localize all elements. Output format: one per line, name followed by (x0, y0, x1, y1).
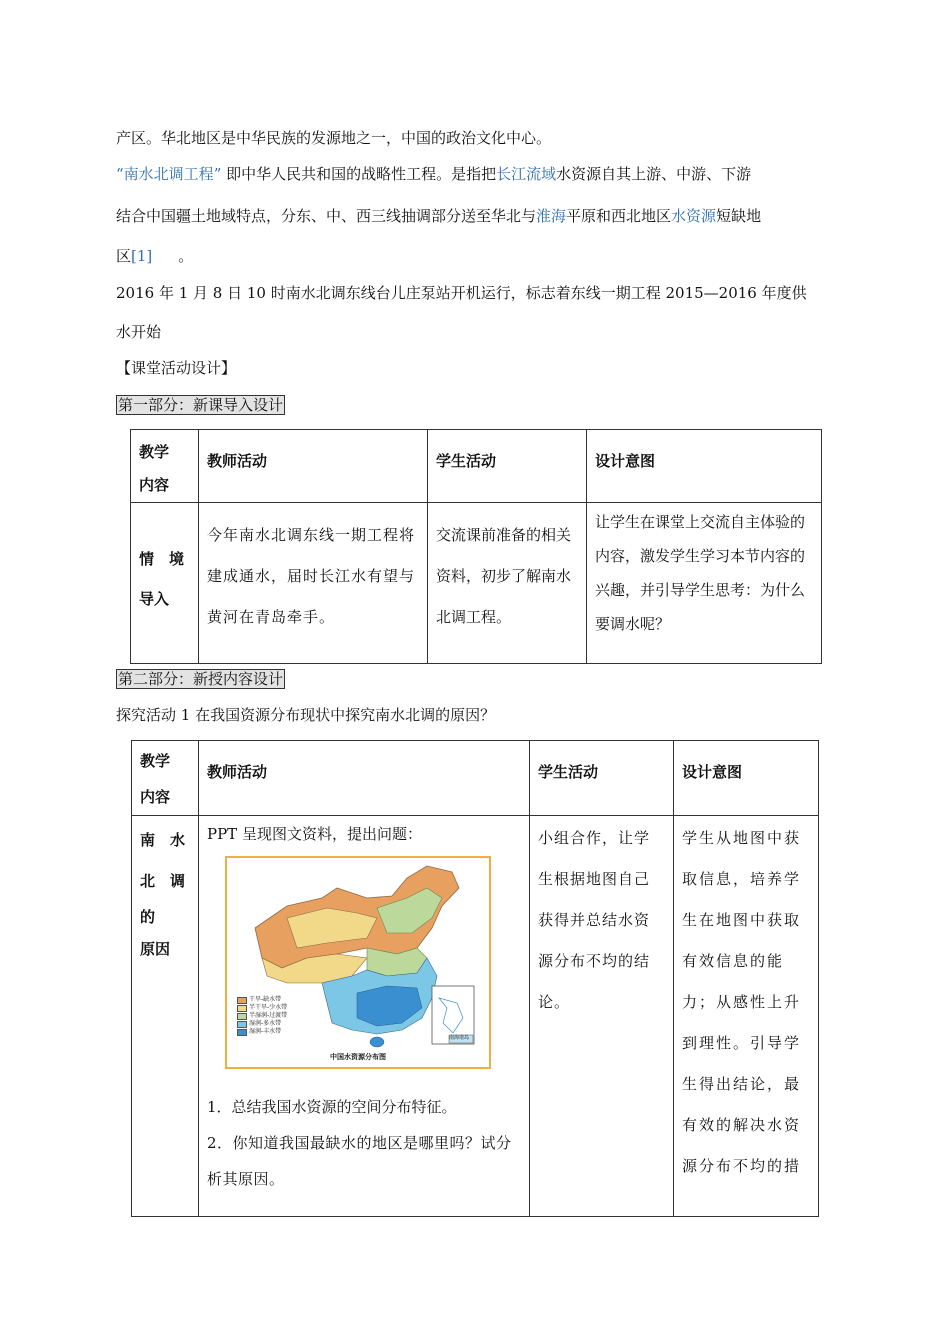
part2-header-student: 学生活动 (530, 741, 674, 816)
part1-row (131, 503, 822, 664)
part1-label-box: 第一部分：新课导入设计 (118, 396, 284, 414)
intro-line-3-text-b: 平原和西北地区 (566, 207, 672, 225)
intro-line-4-text-b: 。 (178, 247, 194, 265)
legend-item-4: 湿润-多水带 (237, 1020, 287, 1028)
part1-row-teacher: 今年南水北调东线一期工程将建成通水，届时长江水有望与黄河在青岛牵手。 (199, 503, 428, 664)
link-changjiang[interactable]: 长江流域 (496, 165, 557, 183)
part2-header-content-l2: 内容 (140, 788, 171, 806)
intro-line-1: 产区。华北地区是中华民族的发源地之一，中国的政治文化中心。 (116, 129, 552, 147)
part1-table (130, 429, 822, 664)
part2-content-l4: 原因 (140, 940, 171, 958)
part2-row-content (132, 816, 199, 1217)
part1-header-row (131, 430, 822, 503)
part1-row-intent: 让学生在课堂上交流自主体验的内容，激发学生学习本节内容的兴趣，并引导学生思考：为什么要调水呢？ (587, 503, 822, 664)
activity-title: 【课堂活动设计】 (116, 359, 237, 377)
water-resource-map (225, 856, 491, 1069)
quote-open: “ (116, 165, 124, 183)
part2-row-intent: 学生从地图中获取信息，培养学生在地图中获取有效信息的能力；从感性上升到理性。引导学生得出结论，最有效的解决水资源分布不均的措 (674, 816, 819, 1217)
teacher-intro: PPT 呈现图文资料，提出问题： (207, 825, 422, 843)
part1-row-content (131, 503, 199, 664)
question-1: 1．总结我国水资源的空间分布特征。 (207, 1098, 457, 1116)
part1-header-student: 学生活动 (428, 430, 587, 503)
part1-label (116, 395, 285, 415)
part2-label-box: 第二部分：新授内容设计 (118, 670, 284, 688)
part2-row (132, 816, 819, 1217)
part1-header-content-l2: 内容 (139, 476, 170, 494)
part2-label (116, 669, 285, 689)
map-caption: 中国水资源分布图 (330, 1053, 386, 1061)
part1-row-student: 交流课前准备的相关资料，初步了解南水北调工程。 (428, 503, 587, 664)
intro-line-2 (116, 164, 751, 184)
intro-line-3 (116, 206, 761, 226)
map-inset-label: 南海诸岛 (449, 1035, 470, 1041)
quote-close: ” (213, 165, 222, 183)
part1-header-teacher: 教师活动 (199, 430, 428, 503)
part1-content-l1: 情 境 (139, 550, 185, 568)
part2-row-student: 小组合作，让学生根据地图自己获得并总结水资源分布不均的结论。 (530, 816, 674, 1217)
part2-header-intent: 设计意图 (674, 741, 819, 816)
intro-line-3-text-a: 结合中国疆土地域特点，分东、中、西三线抽调部分送至华北与 (116, 207, 537, 225)
part2-table (131, 740, 819, 1217)
intro-line-5: 2016 年 1 月 8 日 10 时南水北调东线台儿庄泵站开机运行，标志着东线一期工程 2015—2016 年度供 (116, 284, 807, 302)
question-2: 2．你知道我国最缺水的地区是哪里吗？试分析其原因。 (207, 1134, 512, 1188)
part2-row-teacher (199, 816, 530, 1217)
intro-line-3-text-c: 短缺地 (716, 207, 762, 225)
part1-header-content-l1: 教学 (139, 443, 170, 461)
legend-item-3: 半湿润-过渡带 (237, 1012, 287, 1020)
part2-content-l3: 的 (140, 908, 156, 926)
part2-header-content (132, 741, 199, 816)
part1-content-l2: 导入 (139, 590, 170, 608)
intro-line-6: 水开始 (116, 323, 162, 341)
link-water-resources[interactable]: 水资源 (671, 207, 717, 225)
reference-link[interactable]: [1] (131, 247, 153, 265)
link-nanshuibeidiao[interactable]: 南水北调工程 (123, 165, 214, 183)
map-legend (237, 996, 287, 1036)
part2-header-row (132, 741, 819, 816)
intro-line-2-text-a: 即中华人民共和国的战略性工程。是指把 (221, 165, 497, 183)
legend-item-5: 湿润-丰水带 (237, 1028, 287, 1036)
link-huaihai[interactable]: 淮海 (536, 207, 567, 225)
intro-line-2-text-b: 水资源自其上游、中游、下游 (556, 165, 752, 183)
intro-line-4-text-a: 区 (116, 247, 132, 265)
part2-header-teacher: 教师活动 (199, 741, 530, 816)
part1-header-content (131, 430, 199, 503)
part2-header-content-l1: 教学 (140, 752, 171, 770)
legend-item-1: 干旱-缺水带 (237, 996, 287, 1004)
part2-content-l1: 南 水 (140, 831, 186, 849)
part2-content-l2: 北 调 (140, 872, 186, 890)
legend-item-2: 半干旱-少水带 (237, 1004, 287, 1012)
intro-line-4 (116, 246, 193, 266)
activity1-title: 探究活动 1 在我国资源分布现状中探究南水北调的原因？ (116, 706, 496, 724)
part1-header-intent: 设计意图 (587, 430, 822, 503)
